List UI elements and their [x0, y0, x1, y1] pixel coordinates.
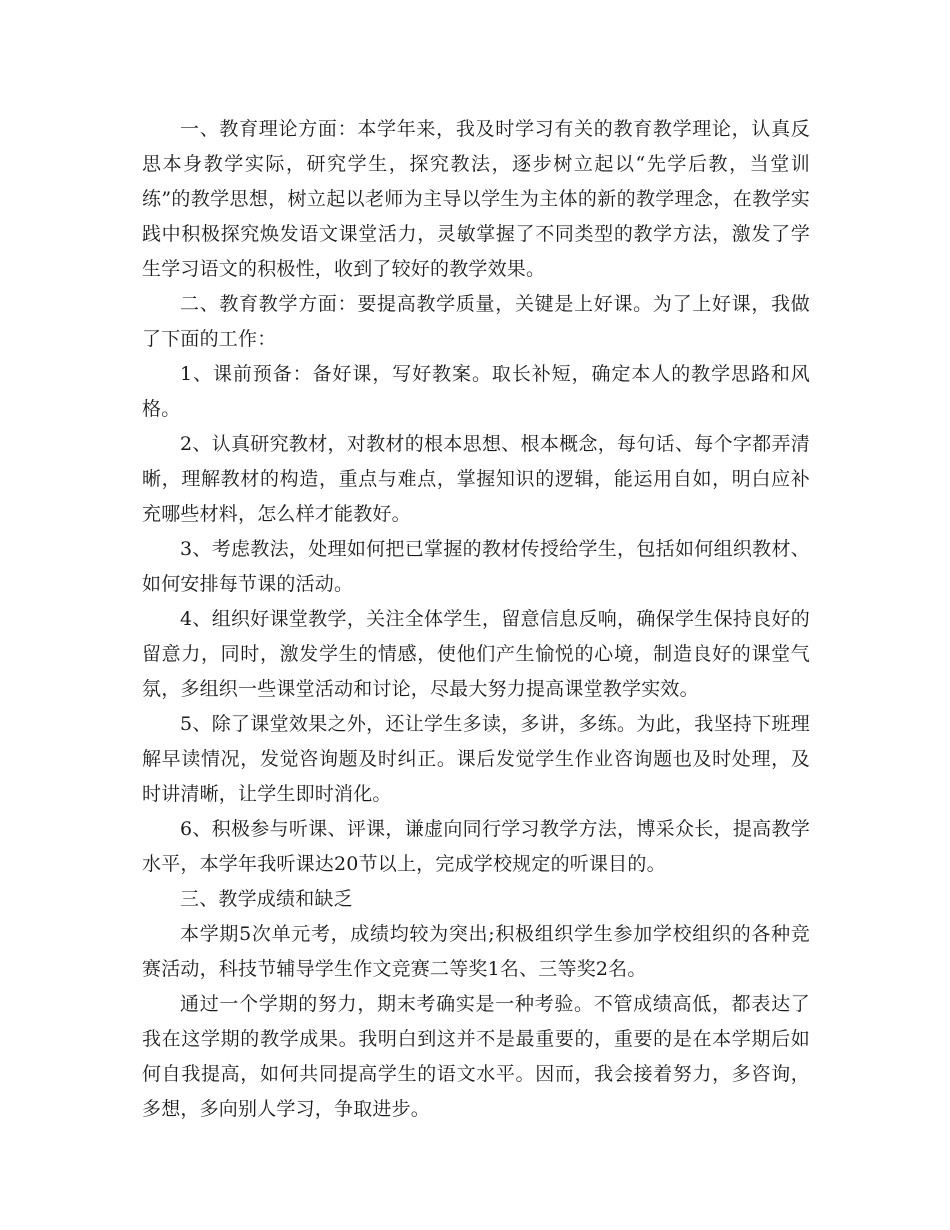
- paragraph-item-3: 3、考虑教法，处理如何把已掌握的教材传授给学生，包括如何组织教材、如何安排每节课的活动。: [142, 538, 810, 595]
- document-body: [142, 112, 810, 1127]
- paragraph-education-theory: 一、教育理论方面：本学年来，我及时学习有关的教育教学理论，认真反思本身教学实际，研究学生，探究教法，逐步树立起以“先学后教，当堂训练”的教学思想，树立起以老师为主导以学生为主体的新的教学理念，在教学实践中积极探究焕发语文课堂活力，灵敏掌握了不同类型的教学方法，激发了学生学习语文的积极性，收到了较好的教学效果。: [142, 118, 810, 280]
- paragraph-item-6: 6、积极参与听课、评课，谦虚向同行学习教学方法，博采众长，提高教学水平，本学年我听课达20节以上，完成学校规定的听课目的。: [142, 818, 810, 875]
- paragraph-teaching-intro: 二、教育教学方面：要提高教学质量，关键是上好课。为了上好课，我做了下面的工作：: [142, 293, 810, 350]
- paragraph-conclusion: 通过一个学期的努力，期末考确实是一种考验。不管成绩高低，都表达了我在这学期的教学成果。我明白到这并不是最重要的，重要的是在本学期后如何自我提高，如何共同提高学生的语文水平。因而，我会接着努力，多咨询，多想，多向别人学习，争取进步。: [142, 993, 810, 1120]
- paragraph-item-2: 2、认真研究教材，对教材的根本思想、根本概念，每句话、每个字都弄清晰，理解教材的构造，重点与难点，掌握知识的逻辑，能运用自如，明白应补充哪些材料，怎么样才能教好。: [142, 433, 810, 525]
- section-heading-results: 三、教学成绩和缺乏: [180, 888, 353, 910]
- paragraph-item-1: 1、课前预备：备好课，写好教案。取长补短，确定本人的教学思路和风格。: [142, 363, 810, 420]
- paragraph-item-5: 5、除了课堂效果之外，还让学生多读，多讲，多练。为此，我坚持下班理解早读情况，发觉咨询题及时纠正。课后发觉学生作业咨询题也及时处理，及时讲清晰，让学生即时消化。: [142, 713, 810, 805]
- paragraph-item-4: 4、组织好课堂教学，关注全体学生，留意信息反响，确保学生保持良好的留意力，同时，激发学生的情感，使他们产生愉悦的心境，制造良好的课堂气氛，多组织一些课堂活动和讨论，尽最大努力提高课堂教学实效。: [142, 608, 810, 700]
- paragraph-results: 本学期5次单元考，成绩均较为突出;积极组织学生参加学校组织的各种竞赛活动，科技节辅导学生作文竞赛二等奖1名、三等奖2名。: [142, 923, 810, 980]
